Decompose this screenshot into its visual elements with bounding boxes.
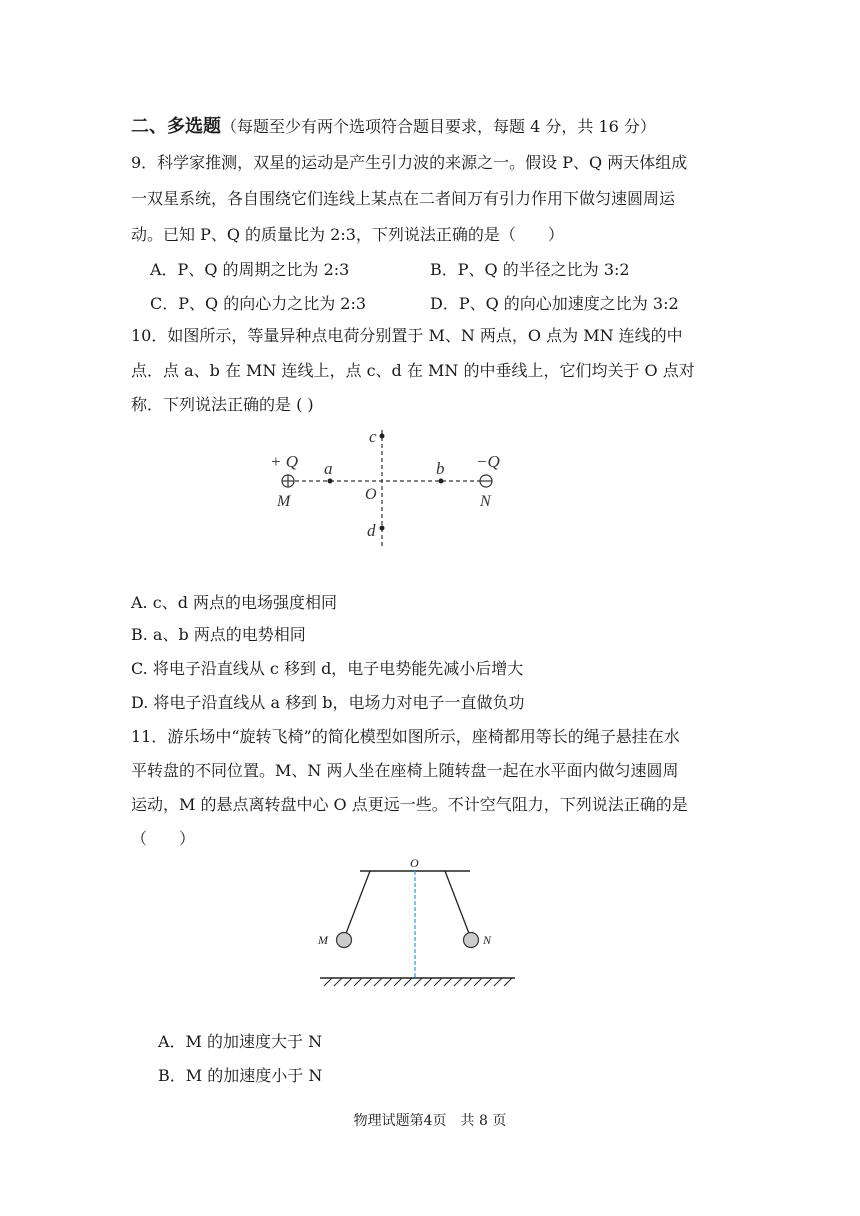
option-b: B. a、b 两点的电势相同 bbox=[131, 625, 306, 644]
positive-charge-icon bbox=[282, 475, 294, 487]
label-o: O bbox=[365, 486, 377, 503]
option-d: D．P、Q 的向心加速度之比为 3:2 bbox=[430, 294, 679, 313]
question-text-line: 点．点 a、b 在 MN 连线上，点 c、d 在 MN 的中垂线上，它们均关于 O 点对 bbox=[131, 361, 695, 380]
point-a-dot bbox=[328, 479, 333, 484]
section-note: （每题至少有两个选项符合题目要求，每题 4 分，共 16 分） bbox=[221, 117, 656, 136]
rope-n bbox=[445, 871, 470, 936]
negative-charge-icon bbox=[480, 475, 492, 487]
point-c-dot bbox=[380, 434, 385, 439]
option-b: B．P、Q 的半径之比为 3:2 bbox=[430, 260, 630, 279]
question-text-line: 11．游乐场中“旋转飞椅”的简化模型如图所示，座椅都用等长的绳子悬挂在水 bbox=[131, 727, 680, 746]
label-n: N bbox=[483, 933, 492, 947]
label-m: M bbox=[277, 493, 291, 510]
point-d-dot bbox=[380, 526, 385, 531]
swing-ride-diagram bbox=[310, 850, 530, 990]
section-heading bbox=[131, 116, 656, 138]
point-b-dot bbox=[439, 479, 444, 484]
label-o: O bbox=[410, 856, 419, 870]
charge-diagram bbox=[260, 422, 520, 552]
option-a: A．M 的加速度大于 N bbox=[158, 1032, 323, 1051]
question-text-line: 运动，M 的悬点离转盘中心 O 点更远一些。不计空气阻力，下列说法正确的是 bbox=[131, 795, 688, 814]
question-text-line: （ ） bbox=[131, 829, 196, 848]
label-c: c bbox=[369, 427, 377, 446]
question-text-line: 称．下列说法正确的是 ( ) bbox=[131, 395, 314, 414]
seat-m-icon bbox=[337, 933, 352, 948]
label-a: a bbox=[324, 459, 333, 478]
option-c: C．P、Q 的向心力之比为 2:3 bbox=[150, 294, 367, 313]
ground-hatching bbox=[324, 978, 512, 986]
question-text-line: 一双星系统，各自围绕它们连线上某点在二者间万有引力作用下做匀速圆周运 bbox=[131, 189, 676, 208]
label-minus-q: −Q bbox=[476, 452, 500, 471]
label-n: N bbox=[480, 493, 491, 510]
question-text-line: 平转盘的不同位置。M、N 两人坐在座椅上随转盘一起在水平面内做匀速圆周 bbox=[131, 761, 679, 780]
option-c: C. 将电子沿直线从 c 移到 d，电子电势能先减小后增大 bbox=[131, 659, 524, 678]
label-b: b bbox=[436, 459, 445, 478]
option-a: A．P、Q 的周期之比为 2:3 bbox=[150, 260, 350, 279]
label-m: M bbox=[318, 933, 328, 947]
question-text-line: 10．如图所示，等量异种点电荷分别置于 M、N 两点，O 点为 MN 连线的中 bbox=[131, 326, 683, 345]
option-d: D. 将电子沿直线从 a 移到 b，电场力对电子一直做负功 bbox=[131, 693, 525, 712]
question-text-line: 9．科学家推测，双星的运动是产生引力波的来源之一。假设 P、Q 两天体组成 bbox=[131, 153, 688, 172]
question-text-line: 动。已知 P、Q 的质量比为 2:3，下列说法正确的是（ ） bbox=[131, 225, 564, 244]
rope-m bbox=[345, 871, 370, 936]
label-d: d bbox=[367, 521, 376, 540]
option-b: B．M 的加速度小于 N bbox=[158, 1066, 323, 1085]
seat-n-icon bbox=[464, 933, 479, 948]
page-footer: 物理试题第4页 共 8 页 bbox=[353, 1113, 507, 1129]
option-a: A. c、d 两点的电场强度相同 bbox=[131, 593, 338, 612]
label-plus-q: + Q bbox=[270, 452, 298, 471]
section-title: 二、多选题 bbox=[131, 116, 221, 137]
